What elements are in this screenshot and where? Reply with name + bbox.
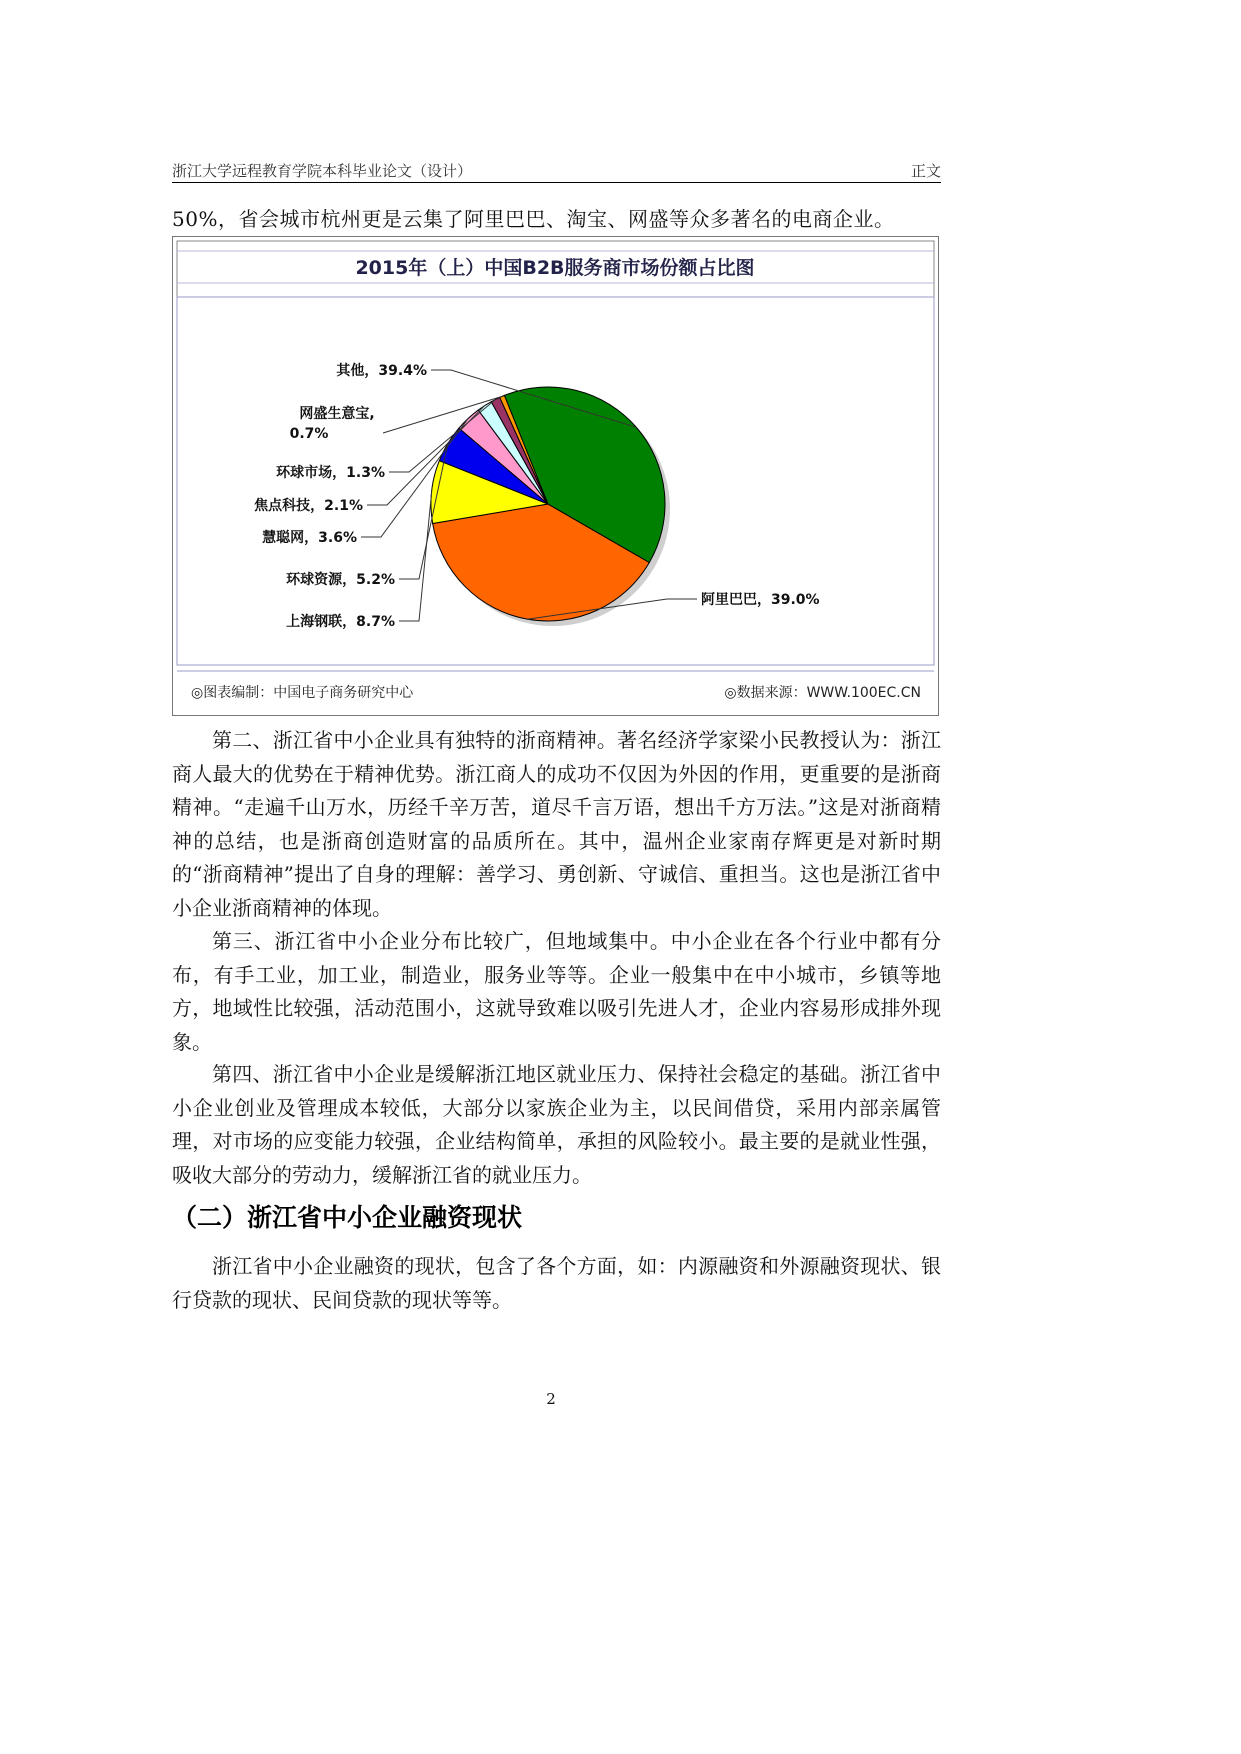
section-heading: （二）浙江省中小企业融资现状 (172, 1203, 523, 1232)
intro-line: 50%，省会城市杭州更是云集了阿里巴巴、淘宝、网盛等众多著名的电商企业。 (172, 207, 895, 231)
chart-title: 2015年（上）中国B2B服务商市场份额占比图 (355, 257, 755, 279)
paragraph-4: 第四、浙江省中小企业是缓解浙江地区就业压力、保持社会稳定的基础。浙江省中小企业创业及管理成本较低，大部分以家族企业为主，以民间借贷，采用内部亲属管理，对市场的应变能力较强，企业结构简单，承担的风险较小。最主要的是就业性强，吸收大部分的劳动力，缓解浙江省的就业压力。 (172, 1062, 941, 1187)
header-thesis-title: 浙江大学远程教育学院本科毕业论文（设计） (172, 162, 473, 180)
chart-footer-source: ◎数据来源：WWW.100EC.CN (724, 685, 921, 701)
chart-svg (173, 237, 938, 715)
data-label: 环球资源，5.2% (286, 572, 395, 588)
section-paragraph: 浙江省中小企业融资的现状，包含了各个方面，如：内源融资和外源融资现状、银行贷款的现状、民间贷款的现状等等。 (172, 1254, 941, 1312)
paragraph-2: 第二、浙江省中小企业具有独特的浙商精神。著名经济学家梁小民教授认为：浙江商人最大的优势在于精神优势。浙江商人的成功不仅因为外因的作用，更重要的是浙商精神。“走遍千山万水，历经千辛万苦，道尽千言万语，想出千方万法。”这是对浙商精神的总结，也是浙商创造财富的品质所在。其中，温州企业家南存辉更是对新时期的“浙商精神”提出了自身的理解：善学习、勇创新、守诚信、重担当。这也是浙江省中小企业浙商精神的体现。 (172, 728, 941, 920)
market-share-pie-chart (172, 236, 939, 716)
data-label: 阿里巴巴，39.0% (701, 592, 820, 608)
data-label: 焦点科技，2.1% (254, 498, 363, 514)
page-number: 2 (546, 1390, 556, 1408)
data-label: 上海钢联，8.7% (286, 614, 395, 630)
chart-footer-compiler: ◎图表编制：中国电子商务研究中心 (191, 685, 414, 701)
data-label: 网盛生意宝, (299, 406, 375, 422)
page-header (172, 158, 941, 183)
data-label: 慧聪网，3.6% (262, 530, 357, 546)
header-section-label: 正文 (910, 162, 941, 180)
data-label: 0.7% (289, 426, 329, 442)
data-label: 环球市场，1.3% (276, 465, 385, 481)
data-label: 其他，39.4% (336, 363, 427, 379)
paragraph-3: 第三、浙江省中小企业分布比较广，但地域集中。中小企业在各个行业中都有分布，有手工业，加工业，制造业，服务业等等。企业一般集中在中小城市，乡镇等地方，地域性比较强，活动范围小，这就导致难以吸引先进人才，企业内容易形成排外现象。 (172, 929, 941, 1054)
